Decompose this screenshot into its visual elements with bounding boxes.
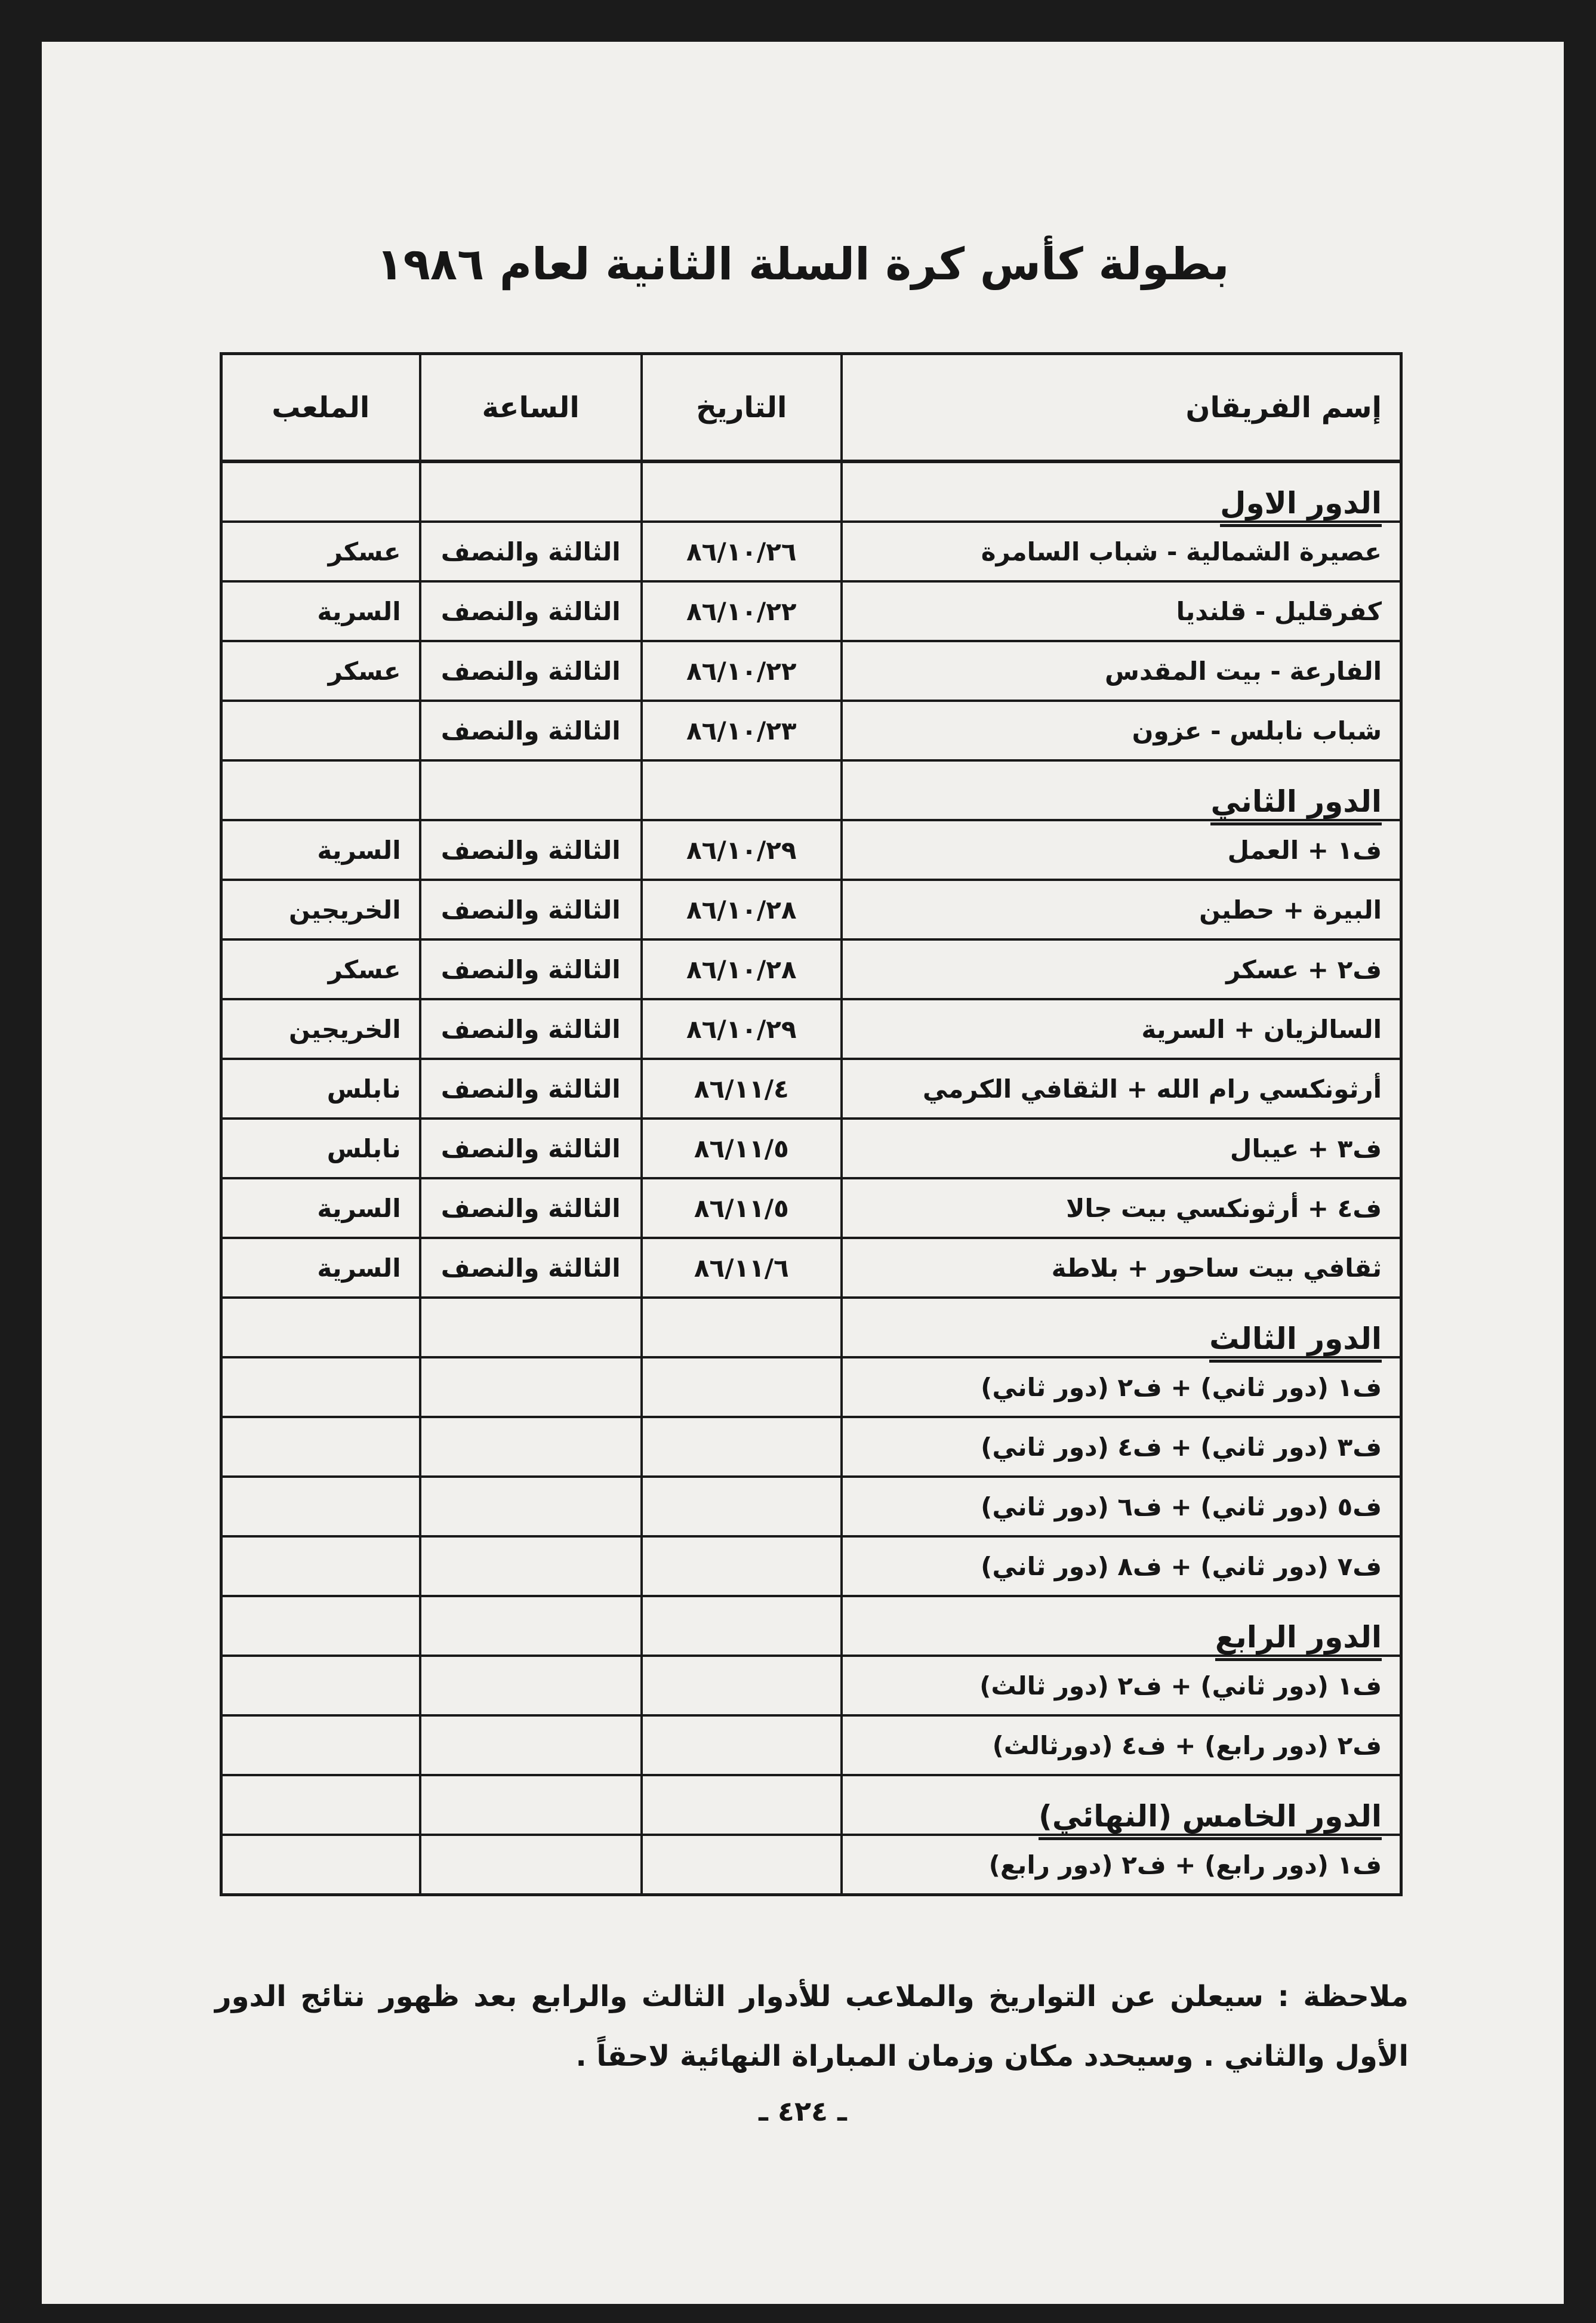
table-row [221,1536,1401,1596]
table-row [221,820,1401,880]
header-venue: الملعب [221,354,420,462]
round-empty-cell [420,760,642,820]
match-teams: ف١ (دور رابع) + ف٢ (دور رابع) [842,1835,1401,1895]
round-title-cell [842,1596,1401,1656]
round-title: الدور الرابع [1215,1620,1382,1661]
match-date: ٨٦/١١/٤ [642,1059,842,1119]
match-date [642,1357,842,1417]
header-team: إسم الفريقان [842,354,1401,462]
match-teams: ف١ (دور ثاني) + ف٢ (دور ثاني) [842,1357,1401,1417]
match-teams: ف٣ + عيبال [842,1119,1401,1178]
table-row [221,522,1401,581]
match-date: ٨٦/١١/٥ [642,1178,842,1238]
round-title: الدور الثاني [1210,784,1382,825]
page-number: ـ ٤٢٤ ـ [759,2095,847,2127]
match-time [420,1835,642,1895]
table-row [221,581,1401,641]
match-venue: الخريجين [221,880,420,939]
match-time: الثالثة والنصف [420,522,642,581]
match-venue: عسكر [221,641,420,701]
round-title-cell [842,1775,1401,1835]
match-venue [221,1835,420,1895]
round-header-row [221,1596,1401,1656]
round-empty-cell [420,461,642,522]
round-header-row [221,760,1401,820]
table-row [221,880,1401,939]
match-time [420,1656,642,1715]
round-header-row [221,1298,1401,1357]
schedule-table [220,352,1403,1896]
table-row [221,1178,1401,1238]
match-time [420,1715,642,1775]
match-time: الثالثة والنصف [420,939,642,999]
match-time [420,1357,642,1417]
table-row [221,641,1401,701]
match-time [420,1536,642,1596]
match-time: الثالثة والنصف [420,1178,642,1238]
match-date [642,1835,842,1895]
round-empty-cell [221,1596,420,1656]
table-row [221,999,1401,1059]
table-row [221,1656,1401,1715]
round-empty-cell [642,461,842,522]
match-teams: ف١ (دور ثاني) + ف٢ (دور ثالث) [842,1656,1401,1715]
round-empty-cell [642,1775,842,1835]
match-date: ٨٦/١٠/٢٦ [642,522,842,581]
match-teams: ف٥ (دور ثاني) + ف٦ (دور ثاني) [842,1477,1401,1536]
match-date: ٨٦/١٠/٢٣ [642,701,842,760]
round-title: الدور الخامس (النهائي) [1039,1799,1382,1840]
round-empty-cell [642,1596,842,1656]
match-teams: ف٧ (دور ثاني) + ف٨ (دور ثاني) [842,1536,1401,1596]
match-date: ٨٦/١١/٦ [642,1238,842,1298]
round-empty-cell [221,1775,420,1835]
match-time: الثالثة والنصف [420,701,642,760]
match-teams: ثقافي بيت ساحور + بلاطة [842,1238,1401,1298]
match-venue [221,701,420,760]
header-time: الساعة [420,354,642,462]
round-empty-cell [420,1298,642,1357]
match-teams: ف١ + العمل [842,820,1401,880]
match-venue: السرية [221,1238,420,1298]
match-venue: الخريجين [221,999,420,1059]
match-date: ٨٦/١٠/٢٢ [642,581,842,641]
match-time: الثالثة والنصف [420,641,642,701]
match-date: ٨٦/١٠/٢٨ [642,939,842,999]
round-empty-cell [642,1298,842,1357]
match-date [642,1417,842,1477]
table-row [221,701,1401,760]
match-venue: عسكر [221,939,420,999]
match-venue [221,1357,420,1417]
match-teams: أرثونكسي رام الله + الثقافي الكرمي [842,1059,1401,1119]
table-row [221,939,1401,999]
match-date [642,1715,842,1775]
header-date: التاريخ [642,354,842,462]
round-empty-cell [642,760,842,820]
match-venue [221,1656,420,1715]
round-title: الدور الثالث [1209,1321,1382,1363]
table-row [221,1238,1401,1298]
table-row [221,1119,1401,1178]
table-row [221,1477,1401,1536]
match-date: ٨٦/١٠/٢٩ [642,820,842,880]
match-teams: كفرقليل - قلنديا [842,581,1401,641]
match-venue: عسكر [221,522,420,581]
round-empty-cell [221,461,420,522]
page-title: بطولة كأس كرة السلة الثانية لعام ١٩٨٦ [376,239,1230,290]
match-teams: ف٣ (دور ثاني) + ف٤ (دور ثاني) [842,1417,1401,1477]
match-date: ٨٦/١٠/٢٢ [642,641,842,701]
match-venue [221,1417,420,1477]
match-teams: البيرة + حطين [842,880,1401,939]
match-time: الثالثة والنصف [420,820,642,880]
round-empty-cell [420,1775,642,1835]
match-teams: ف٢ (دور رابع) + ف٤ (دورثالث) [842,1715,1401,1775]
match-date [642,1477,842,1536]
header-row [221,354,1401,462]
match-venue [221,1477,420,1536]
match-date [642,1656,842,1715]
round-title-cell [842,461,1401,522]
match-venue: السرية [221,581,420,641]
round-empty-cell [221,1298,420,1357]
match-venue: نابلس [221,1059,420,1119]
round-header-row [221,1775,1401,1835]
round-empty-cell [221,760,420,820]
match-date: ٨٦/١١/٥ [642,1119,842,1178]
match-date: ٨٦/١٠/٢٨ [642,880,842,939]
match-time: الثالثة والنصف [420,581,642,641]
match-time: الثالثة والنصف [420,1059,642,1119]
round-empty-cell [420,1596,642,1656]
match-date: ٨٦/١٠/٢٩ [642,999,842,1059]
match-date [642,1536,842,1596]
table-row [221,1357,1401,1417]
match-time: الثالثة والنصف [420,1238,642,1298]
table-body [221,461,1401,1895]
match-venue [221,1715,420,1775]
match-venue: السرية [221,820,420,880]
round-title: الدور الاول [1220,486,1382,527]
match-venue: السرية [221,1178,420,1238]
footnote: ملاحظة : سيعلن عن التواريخ والملاعب للأدوار الثالث والرابع بعد ظهور نتائج الدور الأول والثاني . وسيحدد مكان وزمان المباراة النهائية لاحقاً . [215,1980,1409,2073]
match-time [420,1477,642,1536]
match-time: الثالثة والنصف [420,999,642,1059]
match-venue [221,1536,420,1596]
match-teams: ف٢ + عسكر [842,939,1401,999]
round-title-cell [842,760,1401,820]
match-time: الثالثة والنصف [420,1119,642,1178]
table-header [221,354,1401,462]
match-teams: الفارعة - بيت المقدس [842,641,1401,701]
table-row [221,1715,1401,1775]
table-row [221,1835,1401,1895]
match-time [420,1417,642,1477]
match-teams: السالزيان + السرية [842,999,1401,1059]
table-row [221,1417,1401,1477]
match-teams: شباب نابلس - عزون [842,701,1401,760]
match-teams: ف٤ + أرثونكسي بيت جالا [842,1178,1401,1238]
table-row [221,1059,1401,1119]
match-venue: نابلس [221,1119,420,1178]
round-header-row [221,461,1401,522]
round-title-cell [842,1298,1401,1357]
document-page [42,42,1564,2304]
match-time: الثالثة والنصف [420,880,642,939]
match-teams: عصيرة الشمالية - شباب السامرة [842,522,1401,581]
